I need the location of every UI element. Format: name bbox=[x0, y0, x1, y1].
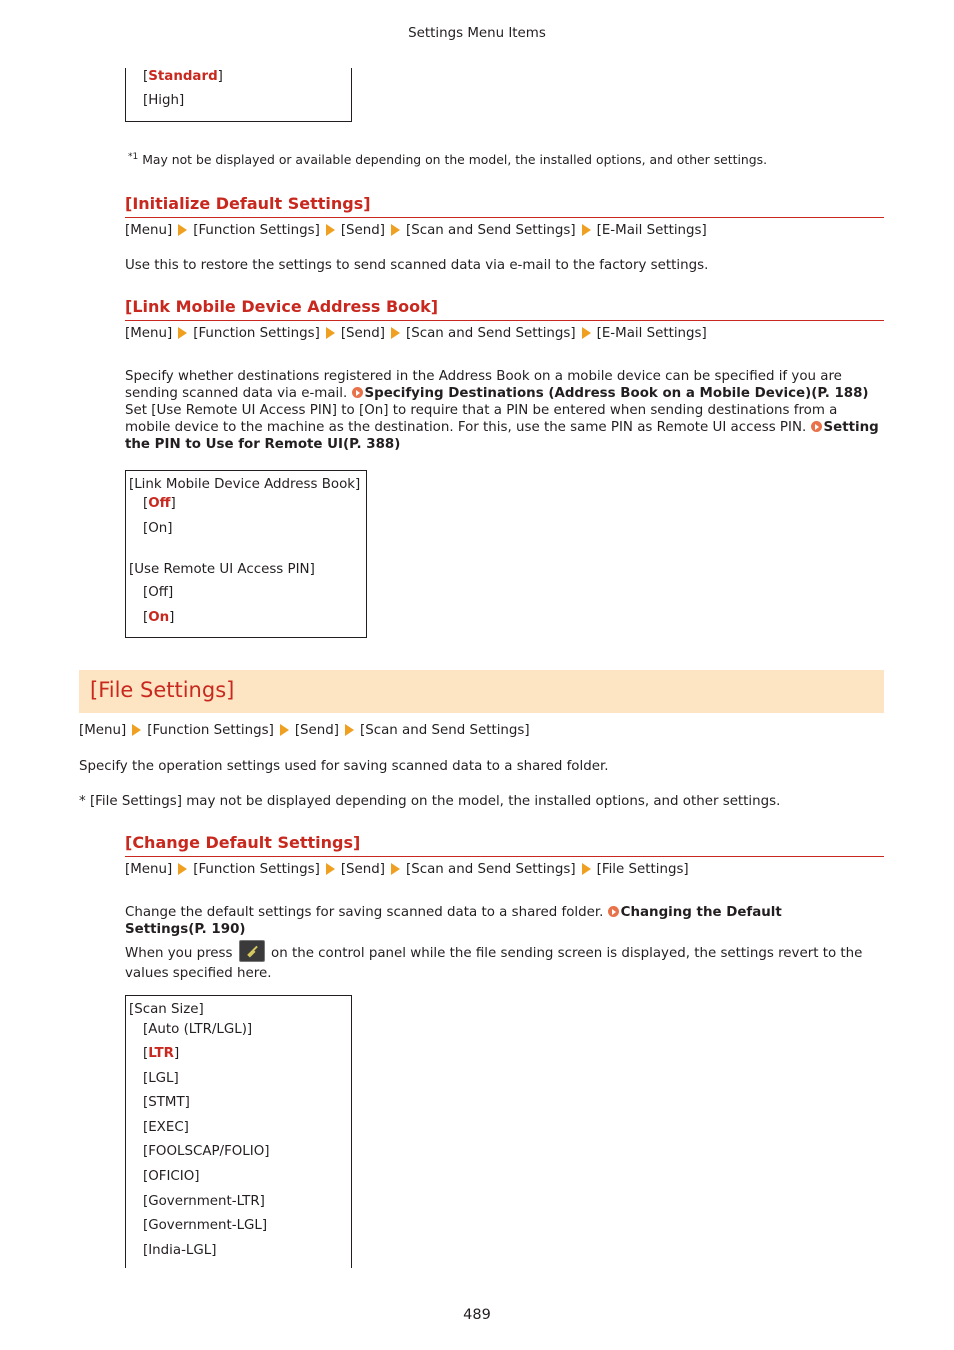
section-rule bbox=[125, 856, 884, 857]
arrow-icon bbox=[391, 863, 400, 875]
option-item: [STMT] bbox=[143, 1095, 190, 1110]
option-item: [OFICIO] bbox=[143, 1169, 200, 1184]
section-rule bbox=[125, 320, 884, 321]
page-number: 489 bbox=[463, 1307, 491, 1323]
section-title-link-mobile: [Link Mobile Device Address Book] bbox=[125, 297, 439, 316]
option-group-label: [Link Mobile Device Address Book] bbox=[129, 477, 361, 492]
option-item: [LGL] bbox=[143, 1071, 179, 1086]
option-item-default: [LTR] bbox=[143, 1046, 180, 1061]
menu-path-link-mobile: [Menu] [Function Settings] [Send] [Scan and Send Settings] [E-Mail Settings] bbox=[125, 326, 707, 341]
arrow-icon bbox=[391, 327, 400, 339]
link-setting-pin[interactable]: Setting bbox=[823, 420, 879, 435]
arrow-icon bbox=[326, 863, 335, 875]
initialize-description: Use this to restore the settings to send scanned data via e-mail to the factory settings. bbox=[125, 258, 709, 273]
page-header: Settings Menu Items bbox=[408, 26, 546, 41]
section-rule bbox=[125, 217, 884, 218]
option-group-label: [Scan Size] bbox=[129, 1002, 204, 1017]
section-title-initialize: [Initialize Default Settings] bbox=[125, 194, 371, 213]
footnote: $^{*1}$ May not be displayed or available depending on the model, the installed options, and other settings. bbox=[128, 152, 768, 167]
link-changing-default-cont[interactable]: Settings(P. 190) bbox=[125, 922, 246, 937]
link-setting-pin-cont[interactable]: the PIN to Use for Remote UI(P. 388) bbox=[125, 437, 401, 452]
option-off: [Off] bbox=[143, 585, 174, 600]
option-item: [Government-LGL] bbox=[143, 1218, 268, 1233]
section-banner-file-settings bbox=[79, 670, 884, 713]
option-item: [FOOLSCAP/FOLIO] bbox=[143, 1144, 270, 1159]
link-mobile-description: Specify whether destinations registered in the Address Book on a mobile device can be specified if you are sending scanned data via e-mail. Specifying Destinations (Address Book on a Mobile Device)(P. 188) Set [Use Remote UI Access PIN] to [On] to require that a PIN be entered when sending destinations from a mobile device to the machine as the destination. For this, use the same PIN as Remote UI access PIN. Setting the PIN to Use for Remote UI(P. 388) bbox=[125, 369, 879, 452]
menu-path-change-default: [Menu] [Function Settings] [Send] [Scan and Send Settings] [File Settings] bbox=[125, 862, 689, 877]
arrow-icon bbox=[326, 327, 335, 339]
section-title-change-default: [Change Default Settings] bbox=[125, 833, 361, 852]
option-high: [High] bbox=[143, 93, 185, 108]
options-box-continued bbox=[125, 68, 352, 122]
option-on: [On] bbox=[143, 521, 173, 536]
file-settings-description: Specify the operation settings used for saving scanned data to a shared folder. bbox=[79, 759, 609, 774]
options-box-scan-size bbox=[125, 995, 352, 1268]
arrow-icon bbox=[582, 327, 591, 339]
options-box-link-mobile bbox=[125, 470, 367, 638]
option-item: [Government-LTR] bbox=[143, 1194, 265, 1209]
arrow-icon bbox=[178, 863, 187, 875]
link-arrow-icon bbox=[811, 421, 822, 432]
link-arrow-icon bbox=[608, 906, 619, 917]
option-item: [India-LGL] bbox=[143, 1243, 217, 1258]
arrow-icon bbox=[326, 224, 335, 236]
arrow-icon bbox=[391, 224, 400, 236]
arrow-icon bbox=[345, 724, 354, 736]
link-specifying-destinations[interactable]: Specifying Destinations (Address Book on a Mobile Device)(P. 188) bbox=[364, 386, 869, 401]
menu-path-initialize: [Menu] [Function Settings] [Send] [Scan and Send Settings] [E-Mail Settings] bbox=[125, 223, 707, 238]
arrow-icon bbox=[178, 327, 187, 339]
menu-path-file-settings: [Menu] [Function Settings] [Send] [Scan and Send Settings] bbox=[79, 723, 530, 738]
option-on-default: [On] bbox=[143, 610, 175, 625]
arrow-icon bbox=[582, 224, 591, 236]
arrow-icon bbox=[132, 724, 141, 736]
link-arrow-icon bbox=[352, 387, 363, 398]
option-off-default: [Off] bbox=[143, 496, 176, 511]
banner-title: [File Settings] bbox=[90, 678, 235, 702]
arrow-icon bbox=[582, 863, 591, 875]
link-changing-default[interactable]: Changing the Default bbox=[620, 905, 782, 920]
change-default-description: Change the default settings for saving scanned data to a shared folder. Changing the Default Settings(P. 190) When you press on the control panel while the file sending screen is displayed, the settings revert to the values specified here. bbox=[125, 905, 863, 981]
reset-key-icon bbox=[239, 940, 265, 962]
option-item: [Auto (LTR/LGL)] bbox=[143, 1022, 253, 1037]
arrow-icon bbox=[178, 224, 187, 236]
arrow-icon bbox=[280, 724, 289, 736]
option-standard: [Standard] bbox=[143, 69, 223, 84]
file-settings-note: * [File Settings] may not be displayed depending on the model, the installed options, and other settings. bbox=[79, 794, 781, 809]
option-item: [EXEC] bbox=[143, 1120, 189, 1135]
option-group-label: [Use Remote UI Access PIN] bbox=[129, 562, 315, 577]
